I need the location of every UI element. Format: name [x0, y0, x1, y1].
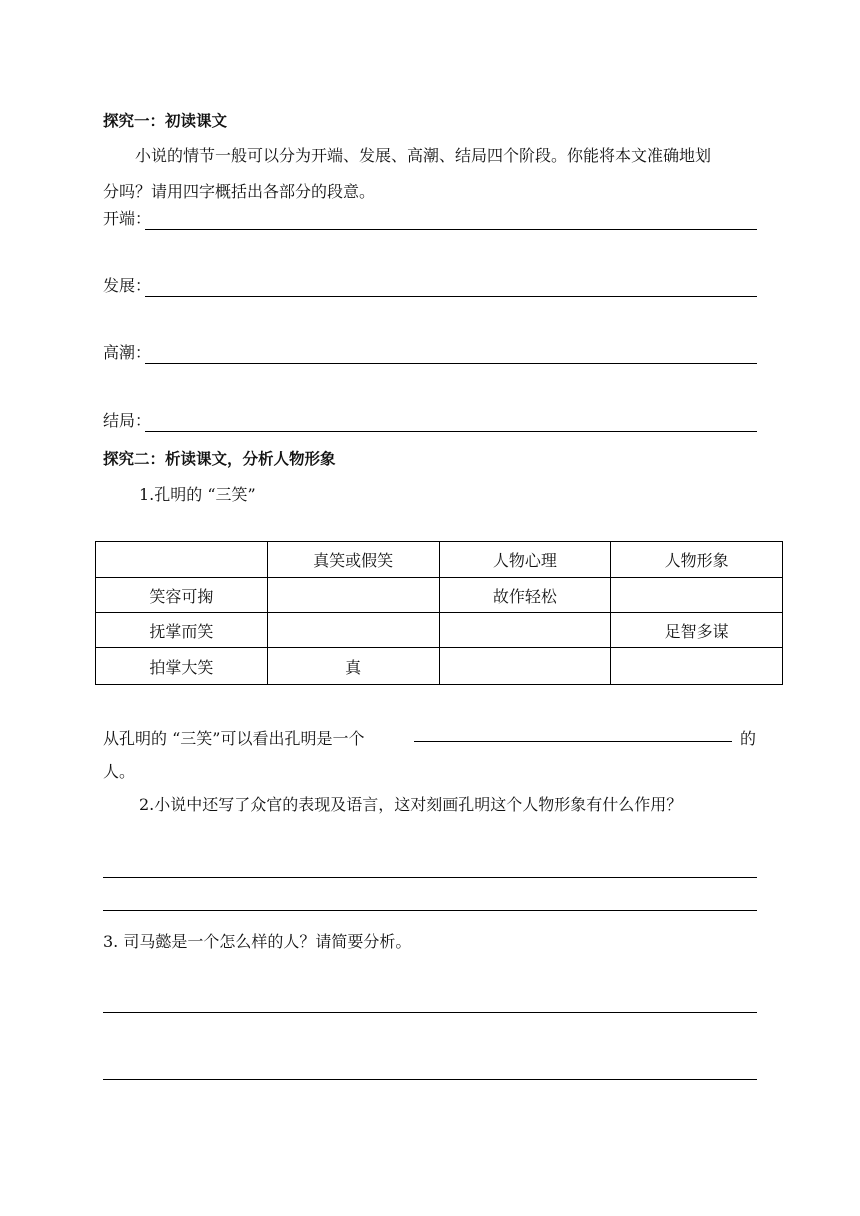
- field-fazhan[interactable]: [103, 273, 757, 297]
- table-cell: 拍掌大笑: [96, 648, 268, 685]
- table-cell[interactable]: [267, 613, 439, 648]
- table-header-cell: 真笑或假笑: [267, 542, 439, 578]
- q1-answer-line[interactable]: [414, 741, 732, 742]
- q2-answer-line-1[interactable]: [103, 877, 757, 878]
- answer-line[interactable]: [145, 229, 757, 230]
- field-label: 开端：: [103, 209, 152, 228]
- table-header-cell: 人物心理: [439, 542, 611, 578]
- table-cell[interactable]: [611, 578, 783, 613]
- intro-line-1: 小说的情节一般可以分为开端、发展、高潮、结局四个阶段。你能将本文准确地划: [135, 146, 712, 165]
- q1-title: 1.孔明的 “三笑”: [139, 485, 256, 504]
- table-cell: 故作轻松: [439, 578, 611, 613]
- table-cell[interactable]: [439, 613, 611, 648]
- answer-line[interactable]: [145, 363, 757, 364]
- answer-line[interactable]: [145, 296, 757, 297]
- section1-intro: [103, 138, 763, 210]
- q2-text: 2.小说中还写了众官的表现及语言，这对刻画孔明这个人物形象有什么作用？: [139, 795, 683, 814]
- q1-fill-prefix: 从孔明的 “三笑”可以看出孔明是一个: [103, 729, 365, 748]
- table-header-cell: [96, 542, 268, 578]
- field-jieju[interactable]: [103, 408, 757, 432]
- field-label: 高潮：: [103, 343, 152, 362]
- table-row: [96, 613, 783, 648]
- table-row: [96, 648, 783, 685]
- field-label: 结局：: [103, 411, 152, 430]
- q3-answer-line-1[interactable]: [103, 1012, 757, 1013]
- table-cell: 真: [267, 648, 439, 685]
- intro-line-2: 分吗？请用四字概括出各部分的段意。: [103, 182, 376, 201]
- field-kaiduan[interactable]: [103, 206, 757, 230]
- section1-heading: 探究一：初读课文: [103, 112, 228, 130]
- table-header-cell: 人物形象: [611, 542, 783, 578]
- table-cell[interactable]: [267, 578, 439, 613]
- table-cell[interactable]: [611, 648, 783, 685]
- table-cell[interactable]: [439, 648, 611, 685]
- section2-heading: 探究二：析读课文，分析人物形象: [103, 450, 336, 468]
- q3-answer-line-2[interactable]: [103, 1079, 757, 1080]
- table-cell: 笑容可掬: [96, 578, 268, 613]
- san-xiao-table: [95, 541, 783, 685]
- field-gaochao[interactable]: [103, 340, 757, 364]
- q2-answer-line-2[interactable]: [103, 910, 757, 911]
- table-cell: 抚掌而笑: [96, 613, 268, 648]
- q1-fill-continuation: 人。: [103, 762, 136, 781]
- answer-line[interactable]: [145, 431, 757, 432]
- q3-text: 3. 司马懿是一个怎么样的人？请简要分析。: [103, 932, 412, 951]
- table-row: [96, 578, 783, 613]
- q1-fill-suffix: 的: [740, 729, 757, 748]
- table-header-row: [96, 542, 783, 578]
- table-cell: 足智多谋: [611, 613, 783, 648]
- field-label: 发展：: [103, 276, 152, 295]
